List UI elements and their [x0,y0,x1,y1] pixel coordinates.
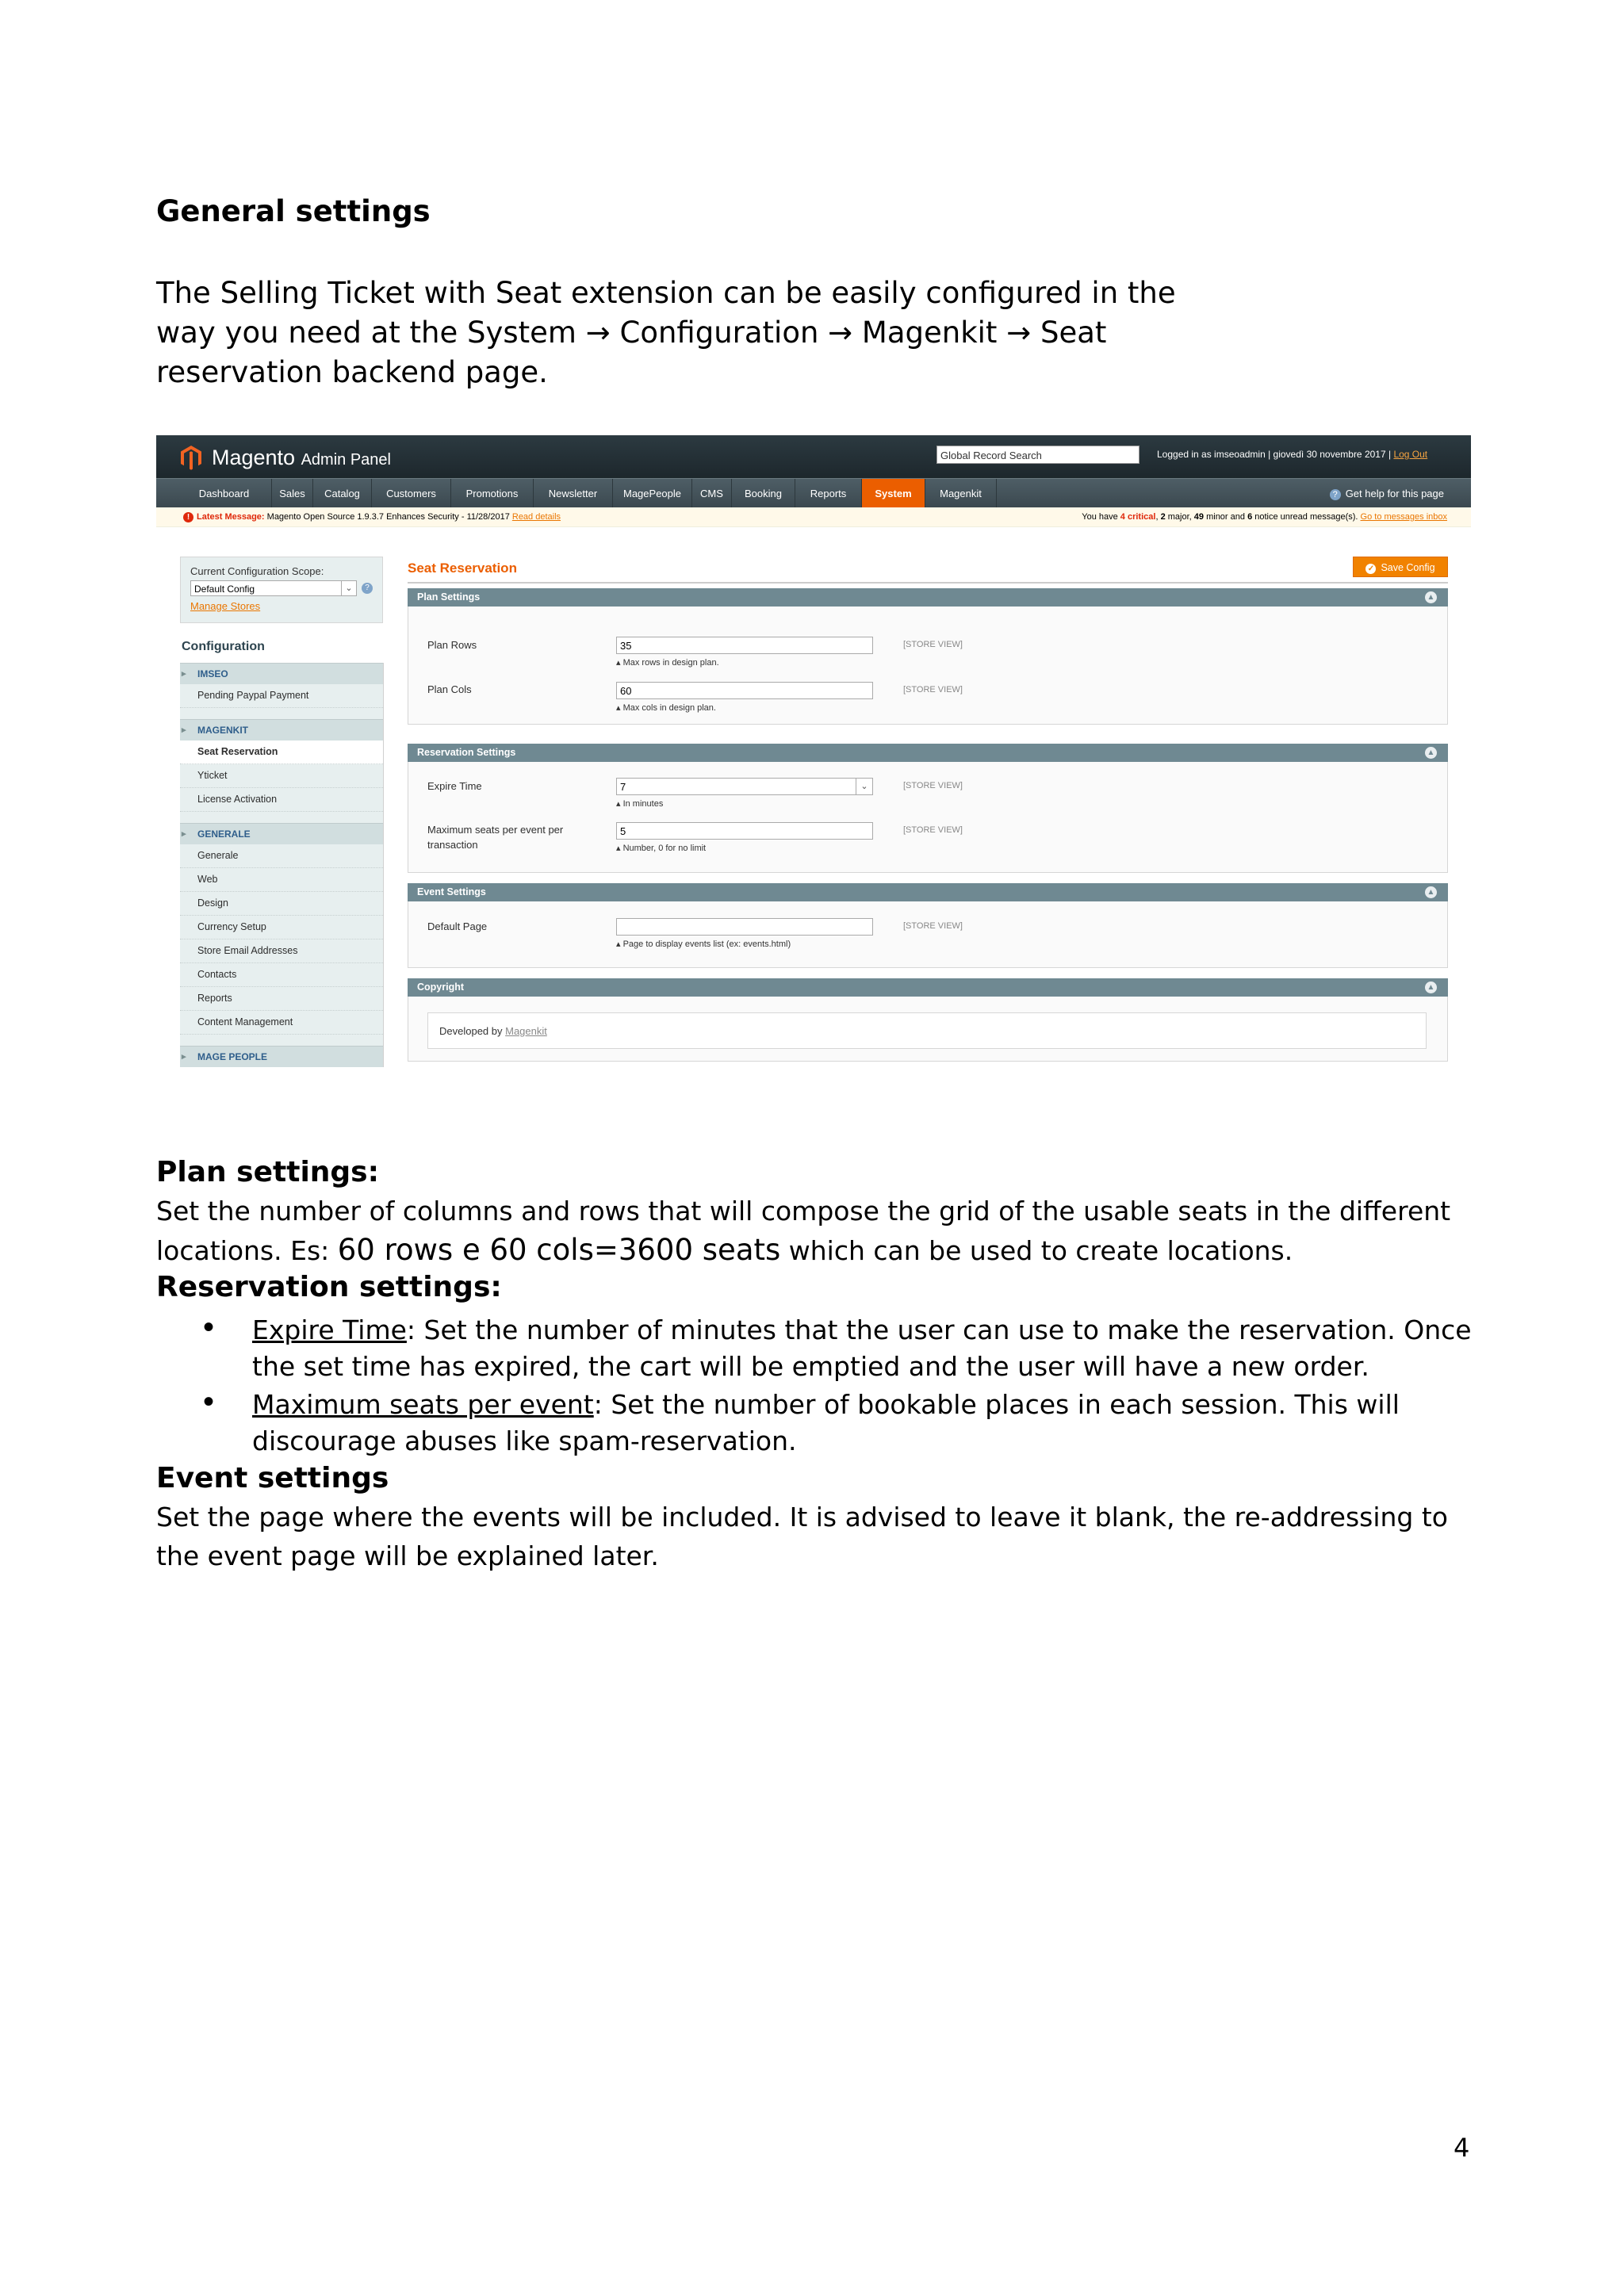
global-search-input[interactable]: Global Record Search [936,446,1139,464]
chevron-down-icon: ⌄ [341,581,356,595]
sidebar-item-seat-reservation[interactable]: Seat Reservation [180,740,383,764]
help-link[interactable]: ? Get help for this page [1330,479,1444,508]
expire-time-select[interactable]: 7 ⌄ [616,778,873,795]
help-icon: ? [1330,489,1341,500]
plan-rows-note: ▴ Max rows in design plan. [616,658,719,668]
default-page-input[interactable] [616,918,873,936]
sidebar-item-generale[interactable]: Generale [180,844,383,868]
save-config-button[interactable]: ✓ Save Config [1353,557,1448,577]
magenkit-link[interactable]: Magenkit [505,1025,547,1037]
sidebar-spacer [180,708,383,719]
sidebar-item-store-email-addresses[interactable]: Store Email Addresses [180,939,383,963]
sidebar-item-currency-setup[interactable]: Currency Setup [180,916,383,939]
sidebar-item-reports[interactable]: Reports [180,987,383,1011]
sidebar-item-yticket[interactable]: Yticket [180,764,383,788]
scope-label: Current Configuration Scope: [190,565,324,577]
plan-settings-heading: Plan settings: [156,1156,380,1188]
event-settings-heading: Event settings [156,1462,389,1494]
store-view-scope: [STORE VIEW] [903,825,963,835]
default-page-label: Default Page [427,920,488,932]
sidebar-spacer [180,1035,383,1046]
main-nav [156,478,1471,508]
configuration-title: Configuration [182,640,265,653]
fieldset-event-header[interactable]: Event Settings ▲ [408,883,1448,901]
brand: Magento Admin Panel [212,446,391,469]
bullet: • [203,1310,215,1345]
scope-switcher [180,557,383,623]
nav-sales[interactable]: Sales [272,479,313,508]
bullet-expire-time: Expire Time: Set the number of minutes that the user can use to make the reservation. Once the set time has expired, the cart will be emptied and the user will have a new order. [252,1314,1472,1382]
sidebar-item-pending-paypal-payment[interactable]: Pending Paypal Payment [180,684,383,708]
plan-cols-note: ▴ Max cols in design plan. [616,703,716,713]
fieldset-reservation-header[interactable]: Reservation Settings ▲ [408,744,1448,762]
nav-promotions[interactable]: Promotions [451,479,534,508]
sidebar-item-design[interactable]: Design [180,892,383,916]
store-view-scope: [STORE VIEW] [903,781,963,790]
reservation-settings-heading: Reservation settings: [156,1271,502,1303]
nav-dashboard[interactable]: Dashboard [177,479,272,508]
collapse-icon[interactable]: ▲ [1425,886,1437,898]
nav-newsletter[interactable]: Newsletter [534,479,613,508]
sidebar-group-generale[interactable]: ▸ GENERALE [180,823,383,844]
fieldset-plan-body [408,607,1448,725]
page-title: Seat Reservation [408,561,517,576]
copyright-box: Developed by Magenkit [427,1012,1427,1049]
sidebar-list [180,663,384,1067]
plan-cols-input[interactable]: 60 [616,682,873,699]
fieldset-reservation-body [408,762,1448,873]
sidebar-group-mage-people[interactable]: ▸ MAGE PEOPLE [180,1046,383,1067]
alert-icon: ! [183,512,193,522]
nav-booking[interactable]: Booking [732,479,795,508]
fieldset-event-body [408,901,1448,968]
latest-message-bar: ! Latest Message: Magento Open Source 1.9.3.7 Enhances Security - 11/28/2017 Read details You have 4 critical, 2 major, 49 minor and 6 notice unread message(s). Go to messages inbox [156,507,1471,527]
bullet: • [203,1384,215,1419]
fieldset-copyright-header[interactable]: Copyright ▲ [408,978,1448,997]
login-info: Logged in as imseoadmin | giovedì 30 novembre 2017 | Log Out [1157,449,1428,460]
scope-select[interactable]: Default Config ⌄ [190,580,357,596]
messages-inbox-link[interactable]: Go to messages inbox [1360,512,1447,522]
nav-customers[interactable]: Customers [372,479,451,508]
chevron-down-icon: ⌄ [856,779,872,794]
expire-time-note: ▴ In minutes [616,799,664,809]
nav-system[interactable]: System [862,479,925,508]
sidebar-group-imseo[interactable]: ▸ IMSEO [180,663,383,684]
manage-stores-link[interactable]: Manage Stores [190,600,261,612]
sidebar-group-magenkit[interactable]: ▸ MAGENKIT [180,719,383,740]
sidebar-item-content-management[interactable]: Content Management [180,1011,383,1035]
max-seats-note: ▴ Number, 0 for no limit [616,844,707,853]
max-seats-input[interactable]: 5 [616,822,873,840]
max-seats-label: Maximum seats per event per transaction [427,824,564,851]
page-number: 4 [1454,2133,1470,2163]
store-view-scope: [STORE VIEW] [903,640,963,649]
sidebar-item-web[interactable]: Web [180,868,383,892]
divider [408,582,1448,584]
store-view-scope: [STORE VIEW] [903,921,963,931]
fieldset-plan-header[interactable]: Plan Settings ▲ [408,588,1448,607]
admin-screenshot [156,435,1471,1076]
collapse-icon[interactable]: ▲ [1425,747,1437,759]
section-heading: General settings [156,194,431,228]
nav-magenkit[interactable]: Magenkit [925,479,997,508]
default-page-note: ▴ Page to display events list (ex: events.html) [616,939,791,949]
help-icon[interactable]: ? [362,583,373,594]
nav-reports[interactable]: Reports [795,479,862,508]
intro-paragraph: The Selling Ticket with Seat extension can be easily configured in the way you need at the System → Configuration → Magenkit → Seat reservation backend page. [156,276,1176,389]
plan-rows-input[interactable]: 35 [616,637,873,654]
bullet-max-seats: Maximum seats per event: Set the number of bookable places in each session. This will discourage abuses like spam-reservation. [252,1389,1400,1456]
sidebar-item-license-activation[interactable]: License Activation [180,788,383,812]
store-view-scope: [STORE VIEW] [903,685,963,695]
event-settings-text: Set the page where the events will be included. It is advised to leave it blank, the re-addressing to the event page will be explained later. [156,1502,1448,1571]
collapse-icon[interactable]: ▲ [1425,591,1437,603]
plan-cols-label: Plan Cols [427,683,472,695]
collapse-icon[interactable]: ▲ [1425,982,1437,993]
admin-header [156,435,1471,478]
nav-cms[interactable]: CMS [692,479,732,508]
plan-settings-text: Set the number of columns and rows that will compose the grid of the usable seats in the different locations. Es: 60 rows e 60 cols=3600 seats which can be used to create locations. [156,1196,1451,1267]
plan-rows-label: Plan Rows [427,639,477,651]
magento-logo-icon [180,445,202,470]
expire-time-label: Expire Time [427,780,482,792]
check-icon: ✓ [1365,564,1376,574]
logout-link[interactable]: Log Out [1393,449,1428,460]
sidebar-item-contacts[interactable]: Contacts [180,963,383,987]
sidebar-spacer [180,812,383,823]
read-details-link[interactable]: Read details [511,512,561,522]
nav-catalog[interactable]: Catalog [313,479,372,508]
nav-magepeople[interactable]: MagePeople [613,479,692,508]
